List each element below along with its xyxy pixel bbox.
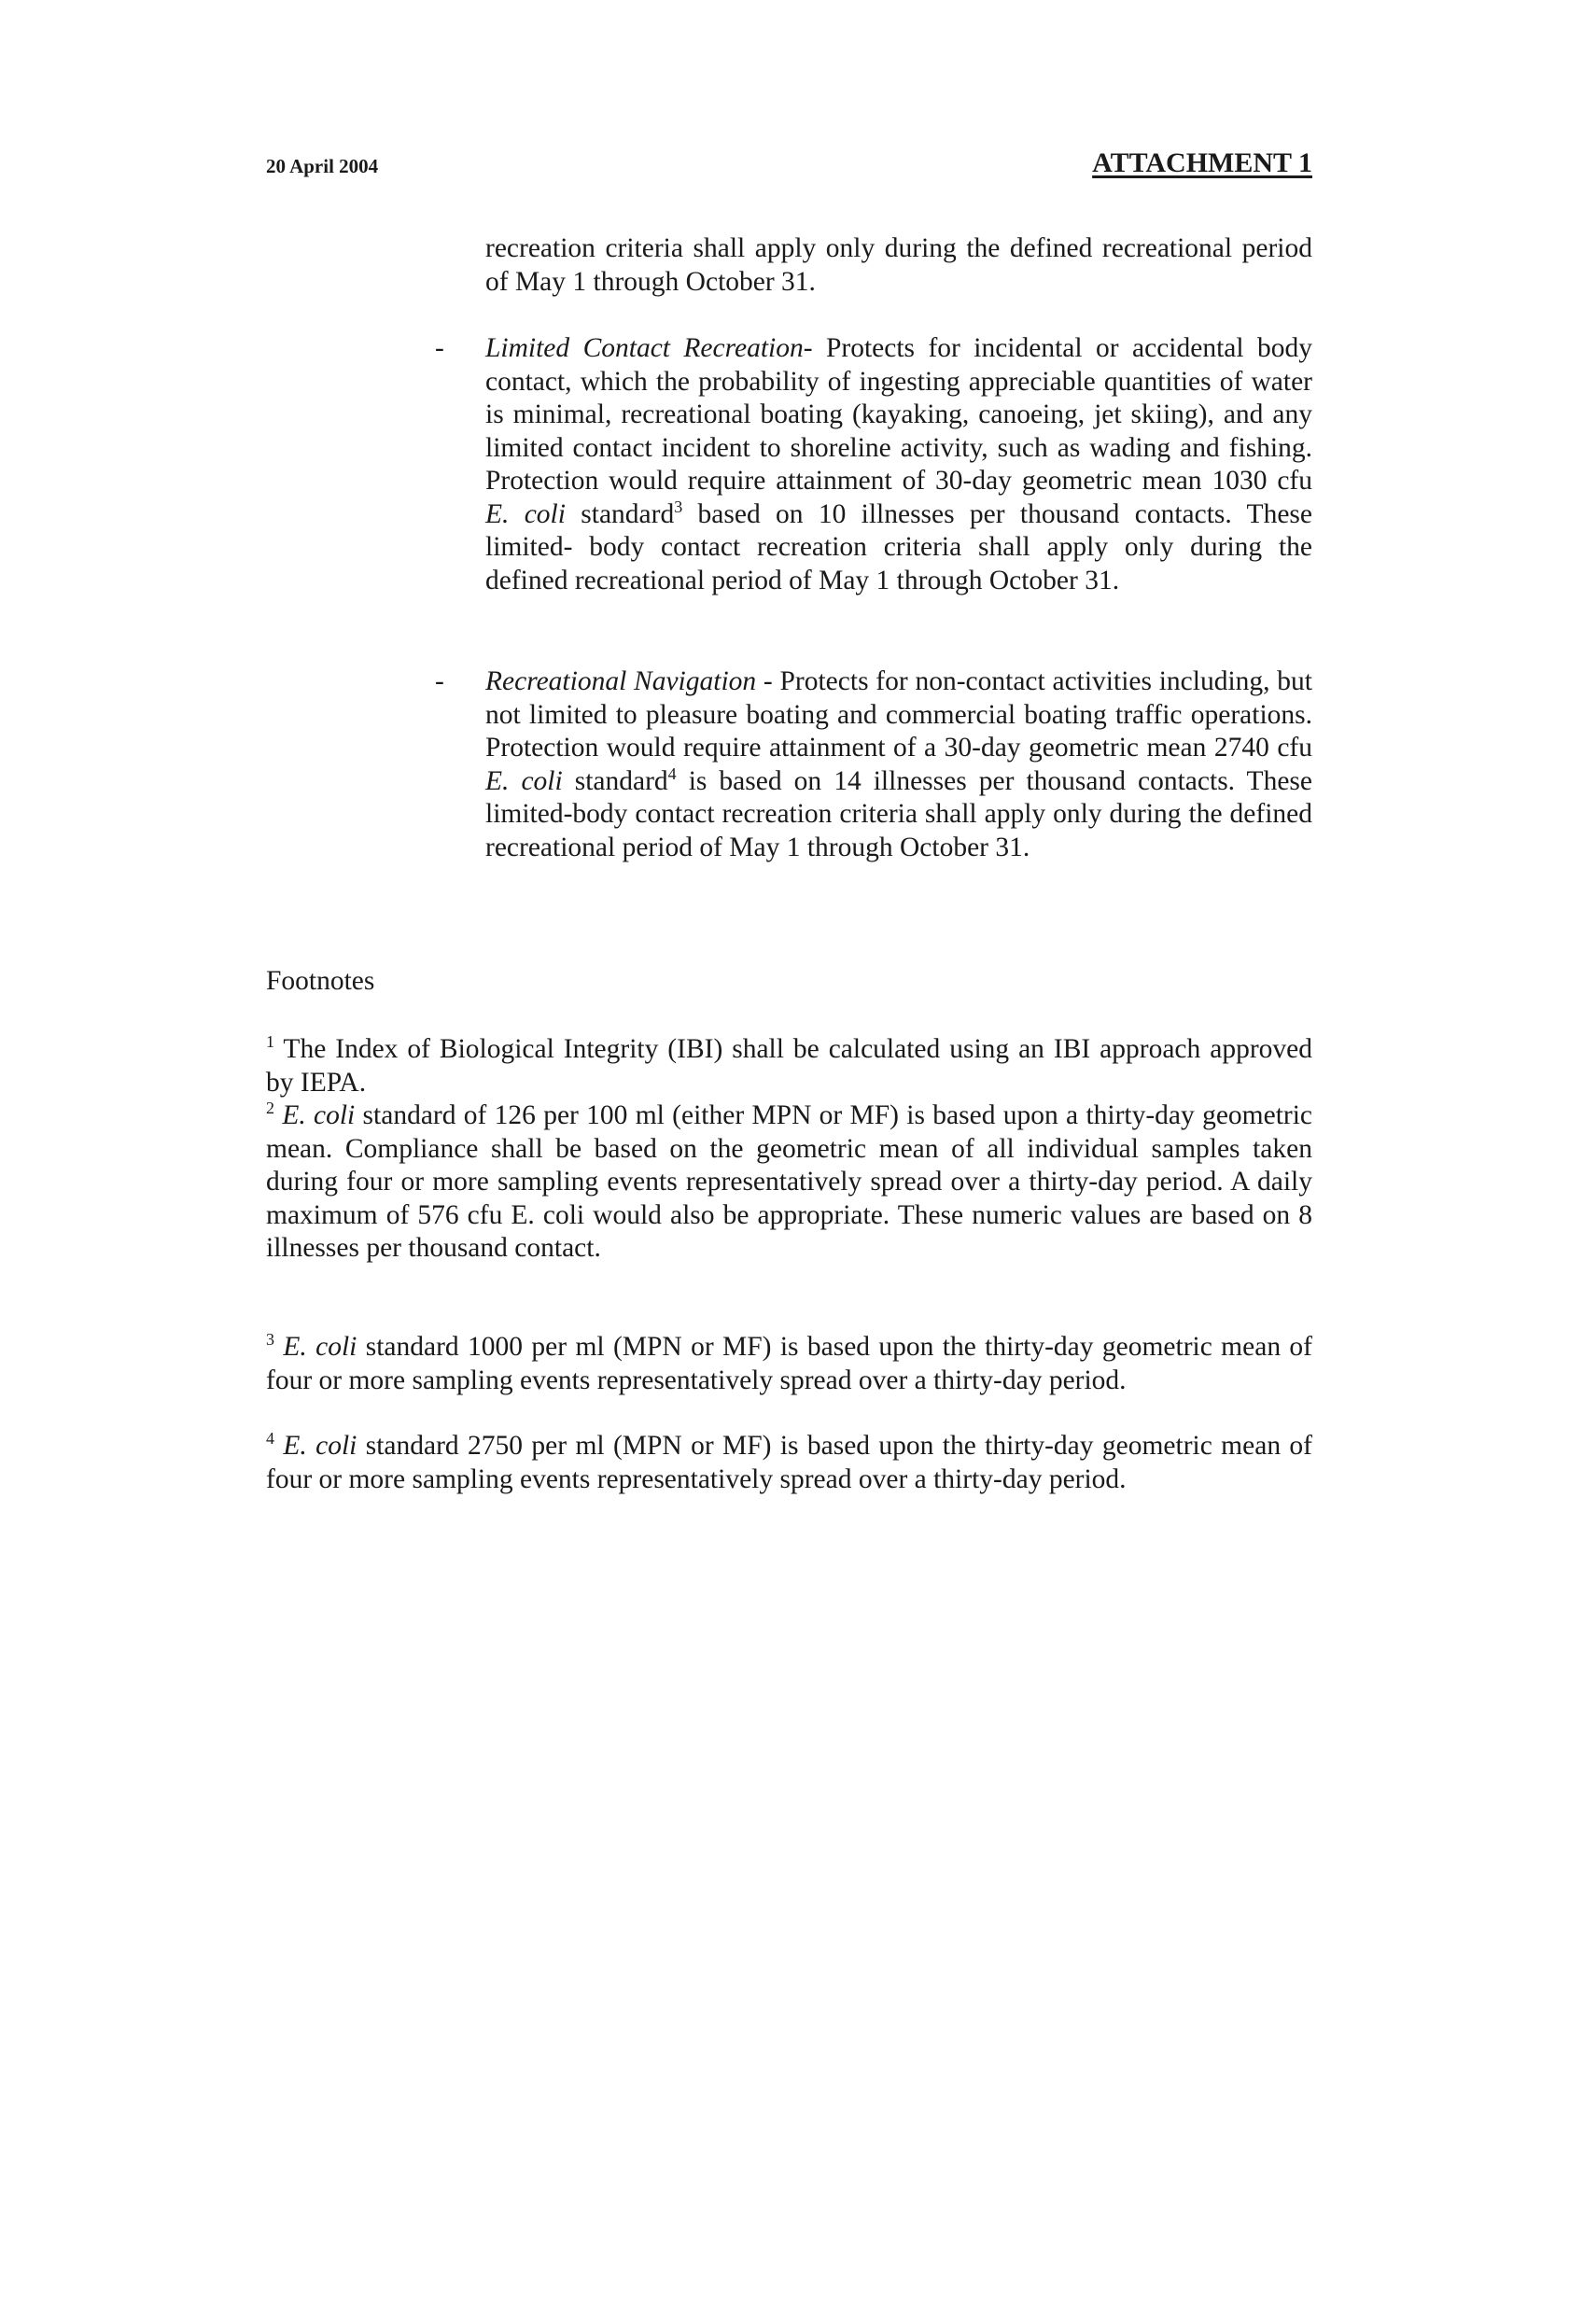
- footnote-text: standard of 126 per 100 ml (either MPN or MF) is based upon a thirty-day geometric mean. Compliance shall be based on the geometric mean of all individual samples taken during four or more sampling events representatively spread over a thirty-day period. A daily maximum of 576 cfu E. coli would also be appropriate. These numeric values are based on 8 illnesses per thousand contact.: [266, 1100, 1313, 1263]
- bullet-dash: -: [435, 666, 444, 696]
- bullet-term: Limited Contact Recreation-: [485, 333, 813, 363]
- footnote-ref: 4: [667, 763, 677, 783]
- bullet-limited-contact-recreation: [435, 332, 1312, 597]
- footnotes-heading: Footnotes: [266, 966, 375, 996]
- header-attachment-title: ATTACHMENT 1: [1092, 147, 1312, 178]
- footnote-text: standard 1000 per ml (MPN or MF) is based upon the thirty-day geometric mean of four or more sampling events representatively spread over a thirty-day period.: [266, 1332, 1313, 1395]
- footnote-number: 1: [266, 1032, 274, 1052]
- footnote-number: 4: [266, 1429, 274, 1449]
- bullet-text: standard: [562, 765, 668, 796]
- footnote-ref: 3: [674, 497, 683, 516]
- footnote-2: [266, 1099, 1312, 1266]
- bullet-dash: -: [435, 333, 444, 363]
- header-date: 20 April 2004: [266, 155, 379, 177]
- footnote-text: standard 2750 per ml (MPN or MF) is based upon the thirty-day geometric mean of four or more sampling events representatively spread over a thirty-day period.: [266, 1431, 1313, 1494]
- bullet-body: [485, 665, 1312, 864]
- bullet-term: Recreational Navigation: [485, 666, 757, 696]
- footnote-number: 2: [266, 1099, 274, 1118]
- footnote-text: The Index of Biological Integrity (IBI) shall be calculated using an IBI approach approved by IEPA.: [266, 1034, 1312, 1098]
- bullet-text: Protects for incidental or accidental body contact, which the probability of ingesting appreciable quantities of water is minimal, recreational boating (kayaking, canoeing, jet skiing), and any limited contact incident to shoreline activity, such as wading and fishing. Protection would require attainment of 30-day geometric mean 1030 cfu: [485, 333, 1312, 496]
- organism-name: E. coli: [283, 1332, 357, 1362]
- bullet-text: - Protects for non-contact activities including, but not limited to pleasure boating and commercial boating traffic operations. Protection would require attainment of a 30-day geometric mean 2740 cfu: [485, 666, 1312, 763]
- continuation-paragraph: recreation criteria shall apply only during the defined recreational period of May 1 through October 31.: [485, 233, 1312, 297]
- bullet-body: [485, 332, 1312, 597]
- bullet-text: based on 10 illnesses per thousand contacts. These limited- body contact recreation criteria shall apply only during the defined recreational period of May 1 through October 31.: [485, 498, 1312, 595]
- footnote-4: [266, 1430, 1312, 1496]
- bullet-recreational-navigation: [435, 665, 1312, 864]
- organism-name: E. coli: [283, 1431, 357, 1461]
- organism-name: E. coli: [282, 1100, 356, 1130]
- bullet-text: is based on 14 illnesses per thousand contacts. These limited-body contact recreation criteria shall apply only during the defined recreational period of May 1 through October 31.: [485, 765, 1312, 862]
- organism-name: E. coli: [485, 498, 566, 529]
- organism-name: E. coli: [485, 765, 563, 796]
- footnote-number: 3: [266, 1330, 274, 1350]
- footnote-1: [266, 1033, 1312, 1099]
- footnote-3: [266, 1331, 1312, 1397]
- bullet-text: standard: [565, 498, 675, 529]
